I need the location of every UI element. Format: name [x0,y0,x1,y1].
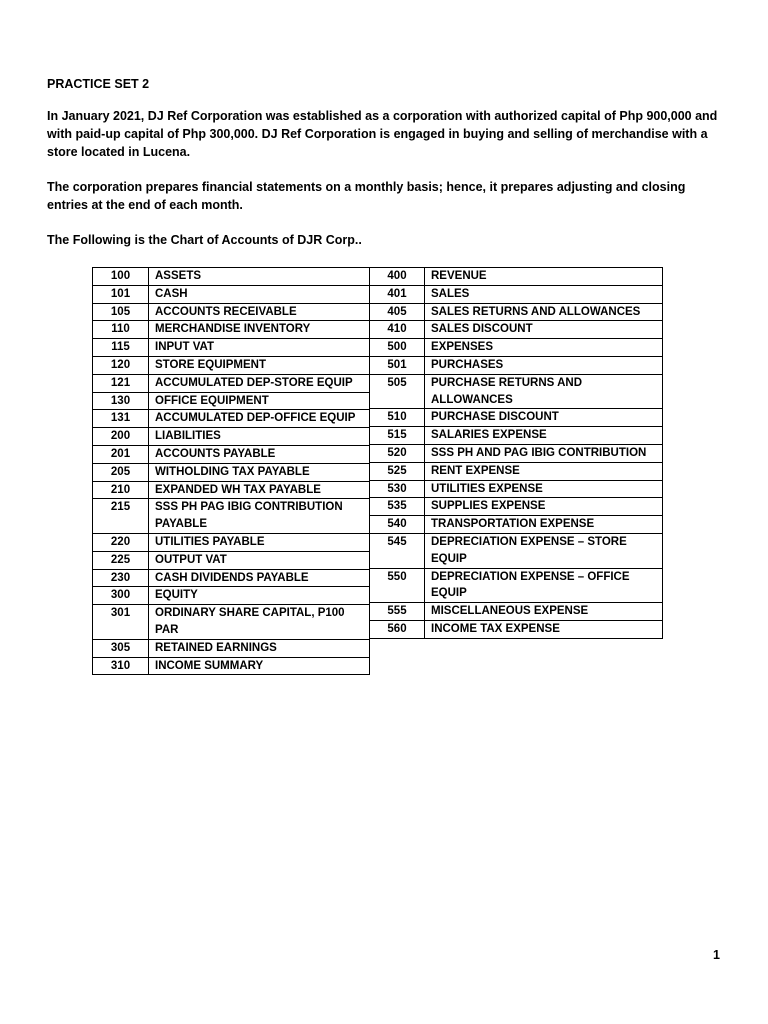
account-row [370,374,663,409]
account-row [370,462,663,480]
account-code: 205 [93,463,149,481]
intro-paragraph: In January 2021, DJ Ref Corporation was established as a corporation with authorized capital of Php 900,000 and with paid-up capital of Php 300,000. DJ Ref Corporation is engaged in buying and selling of merchandise with a store located in Lucena. [47,109,718,159]
account-name: PURCHASE DISCOUNT [425,409,663,427]
account-code: 505 [370,374,425,409]
account-row [370,409,663,427]
account-code: 540 [370,516,425,534]
account-row [370,356,663,374]
account-name: CASH [149,285,370,303]
account-name: STORE EQUIPMENT [149,356,370,374]
account-code: 530 [370,480,425,498]
account-row [370,285,663,303]
account-code: 501 [370,356,425,374]
account-code: 201 [93,445,149,463]
account-name: OUTPUT VAT [149,551,370,569]
account-row [370,568,663,603]
chart-of-accounts-right [369,267,663,639]
account-name: PURCHASES [425,356,663,374]
account-name: SSS PH PAG IBIG CONTRIBUTION PAYABLE [149,499,370,534]
account-code: 230 [93,569,149,587]
account-name: RETAINED EARNINGS [149,639,370,657]
account-name: UTILITIES PAYABLE [149,533,370,551]
account-code: 405 [370,303,425,321]
account-code: 220 [93,533,149,551]
account-name: MERCHANDISE INVENTORY [149,321,370,339]
account-row [93,285,370,303]
account-name: ACCOUNTS RECEIVABLE [149,303,370,321]
account-row [370,516,663,534]
account-code: 410 [370,321,425,339]
account-code: 401 [370,285,425,303]
account-row [93,428,370,446]
account-row [93,481,370,499]
account-name: INPUT VAT [149,339,370,357]
account-name: ASSETS [149,268,370,286]
account-row [370,620,663,638]
account-code: 535 [370,498,425,516]
account-code: 210 [93,481,149,499]
account-row [93,551,370,569]
account-code: 100 [93,268,149,286]
account-row [93,463,370,481]
account-name: EXPENSES [425,339,663,357]
account-code: 131 [93,410,149,428]
account-row [93,374,370,392]
page-title: PRACTICE SET 2 [47,77,150,91]
account-name: INCOME SUMMARY [149,657,370,675]
account-row [93,303,370,321]
account-row [93,657,370,675]
account-name: LIABILITIES [149,428,370,446]
account-name: EXPANDED WH TAX PAYABLE [149,481,370,499]
account-row [370,321,663,339]
account-row [93,499,370,534]
account-name: PURCHASE RETURNS AND ALLOWANCES [425,374,663,409]
account-code: 301 [93,605,149,640]
account-row [370,339,663,357]
account-name: SSS PH AND PAG IBIG CONTRIBUTION [425,444,663,462]
account-code: 550 [370,568,425,603]
account-name: ACCUMULATED DEP-OFFICE EQUIP [149,410,370,428]
account-code: 515 [370,427,425,445]
account-row [370,427,663,445]
account-code: 200 [93,428,149,446]
account-row [93,533,370,551]
chart-of-accounts-left [92,267,370,675]
account-code: 300 [93,587,149,605]
account-name: UTILITIES EXPENSE [425,480,663,498]
account-code: 500 [370,339,425,357]
account-row [370,268,663,286]
account-row [93,356,370,374]
chart-intro-paragraph: The Following is the Chart of Accounts of DJR Corp.. [47,233,362,247]
account-row [93,392,370,410]
account-row [370,303,663,321]
account-row [93,321,370,339]
account-name: SALES [425,285,663,303]
account-name: SUPPLIES EXPENSE [425,498,663,516]
account-code: 400 [370,268,425,286]
account-name: DEPRECIATION EXPENSE – STORE EQUIP [425,533,663,568]
account-code: 520 [370,444,425,462]
account-code: 310 [93,657,149,675]
account-name: EQUITY [149,587,370,605]
account-name: REVENUE [425,268,663,286]
account-code: 510 [370,409,425,427]
account-code: 545 [370,533,425,568]
account-row [93,410,370,428]
account-name: CASH DIVIDENDS PAYABLE [149,569,370,587]
account-code: 130 [93,392,149,410]
account-code: 121 [93,374,149,392]
account-code: 555 [370,603,425,621]
account-name: RENT EXPENSE [425,462,663,480]
account-name: WITHOLDING TAX PAYABLE [149,463,370,481]
account-code: 225 [93,551,149,569]
account-name: DEPRECIATION EXPENSE – OFFICE EQUIP [425,568,663,603]
account-code: 105 [93,303,149,321]
page-number: 1 [713,948,720,962]
account-name: SALARIES EXPENSE [425,427,663,445]
account-row [370,444,663,462]
account-code: 305 [93,639,149,657]
account-row [370,533,663,568]
account-code: 120 [93,356,149,374]
account-row [93,587,370,605]
account-name: OFFICE EQUIPMENT [149,392,370,410]
account-code: 560 [370,620,425,638]
account-row [93,339,370,357]
account-code: 525 [370,462,425,480]
account-code: 110 [93,321,149,339]
account-name: SALES RETURNS AND ALLOWANCES [425,303,663,321]
account-name: TRANSPORTATION EXPENSE [425,516,663,534]
account-name: SALES DISCOUNT [425,321,663,339]
account-name: ACCOUNTS PAYABLE [149,445,370,463]
account-code: 215 [93,499,149,534]
account-name: ACCUMULATED DEP-STORE EQUIP [149,374,370,392]
account-row [370,603,663,621]
account-code: 115 [93,339,149,357]
account-row [93,605,370,640]
account-row [370,498,663,516]
account-name: MISCELLANEOUS EXPENSE [425,603,663,621]
account-code: 101 [93,285,149,303]
account-name: ORDINARY SHARE CAPITAL, P100 PAR [149,605,370,640]
account-row [93,639,370,657]
account-row [93,268,370,286]
reporting-paragraph: The corporation prepares financial statements on a monthly basis; hence, it prepares adjusting and closing entries at the end of each month. [47,180,686,212]
account-row [93,445,370,463]
account-row [93,569,370,587]
account-row [370,480,663,498]
account-name: INCOME TAX EXPENSE [425,620,663,638]
